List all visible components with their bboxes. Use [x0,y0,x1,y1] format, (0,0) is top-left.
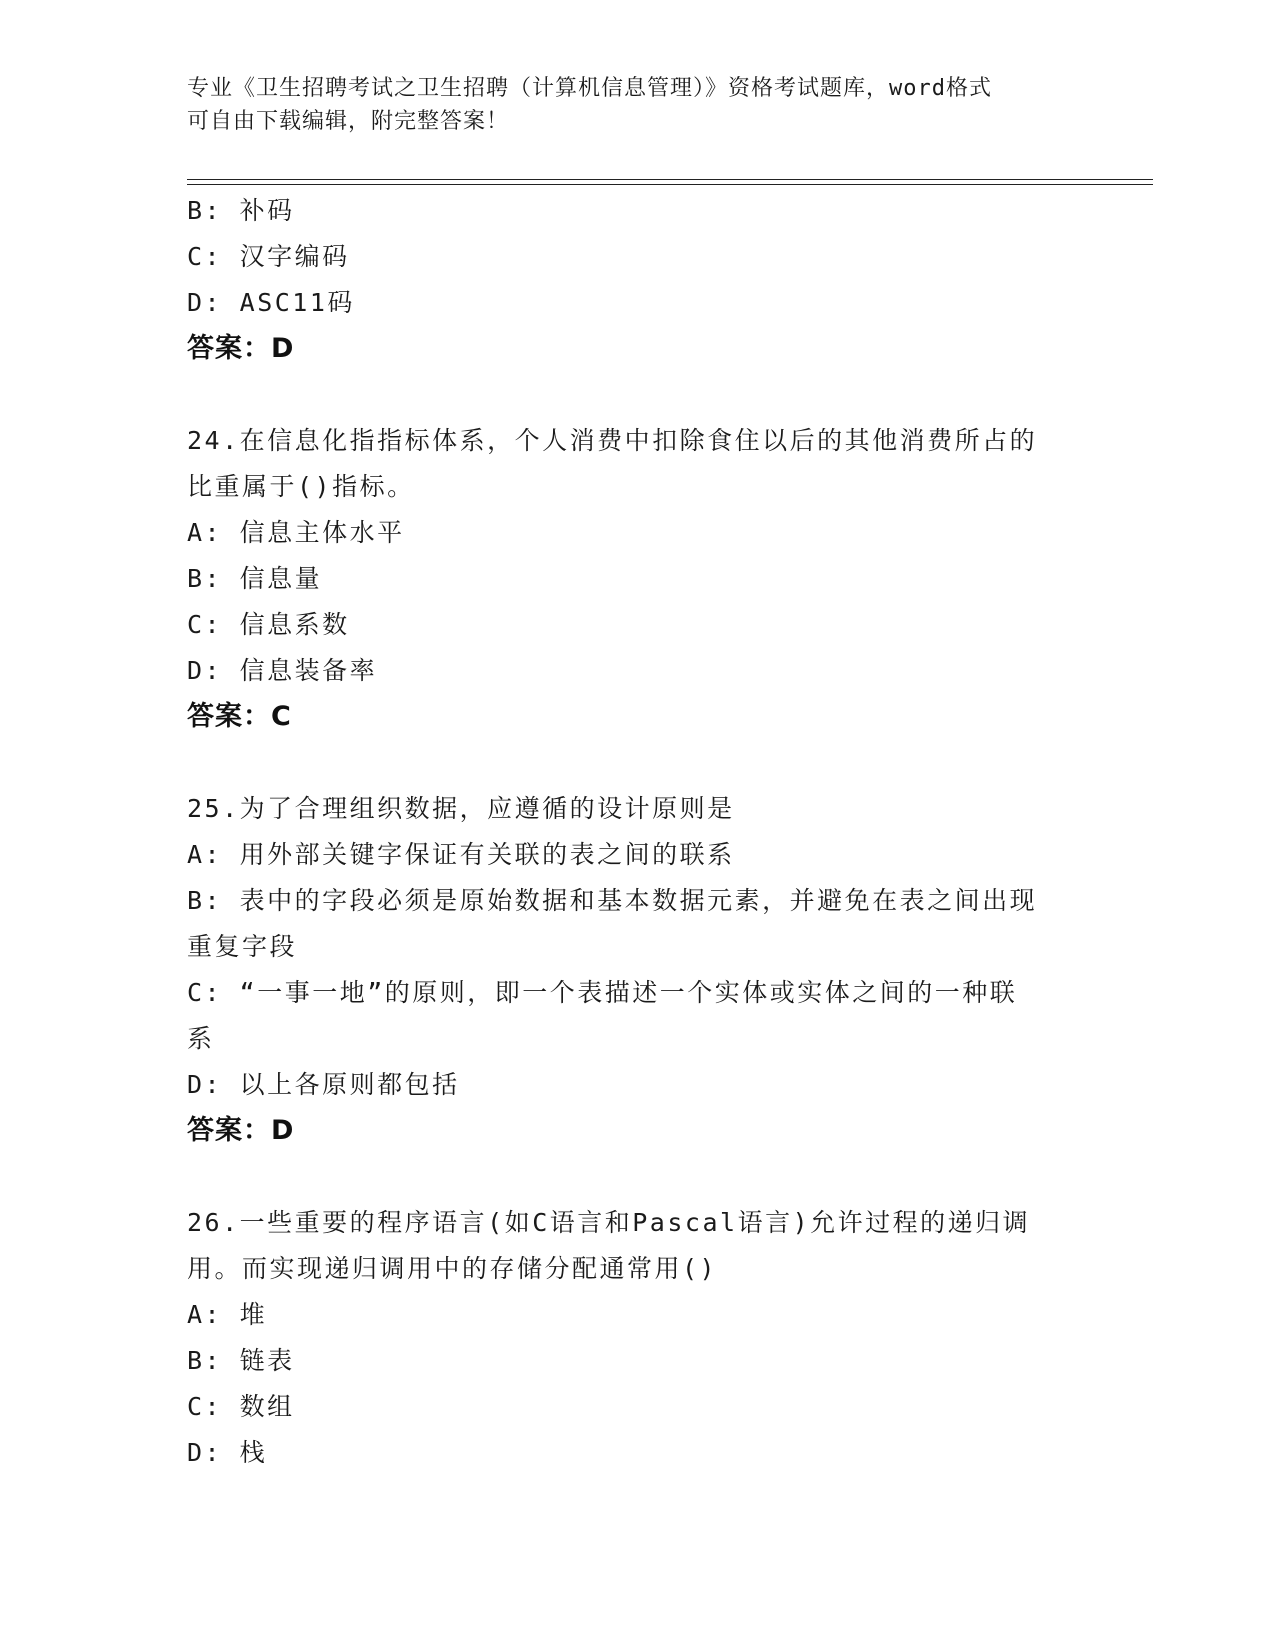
q25-option-c-line-2: 系 [187,1024,215,1053]
q25-answer: 答案：D [187,1115,295,1146]
q25-option-a: A: 用外部关键字保证有关联的表之间的联系 [187,840,735,869]
q26-stem-line-2: 用。而实现递归调用中的存储分配通常用() [187,1254,718,1283]
spacer [187,1154,1087,1200]
q23-option-c: C: 汉字编码 [187,242,350,271]
q25-stem-line-1: 25.为了合理组织数据，应遵循的设计原则是 [187,794,735,823]
q24-option-a: A: 信息主体水平 [187,518,405,547]
spacer [187,740,1087,786]
q24-option-c: C: 信息系数 [187,610,350,639]
q24-answer: 答案：C [187,701,292,732]
header-title-line-1: 专业《卫生招聘考试之卫生招聘（计算机信息管理）》资格考试题库，word格式 [187,76,992,101]
spacer [187,372,1087,418]
document-header [187,72,1067,138]
header-rule-bottom [187,184,1153,185]
question-26 [187,1200,1087,1476]
q26-option-c: C: 数组 [187,1392,295,1421]
header-title-line-2: 可自由下载编辑，附完整答案！ [187,109,510,134]
q25-option-d: D: 以上各原则都包括 [187,1070,460,1099]
question-25 [187,786,1087,1154]
q23-option-d: D: ASC11码 [187,288,355,317]
header-rule-top [187,179,1153,180]
q23-answer: 答案：D [187,333,295,364]
q26-option-a: A: 堆 [187,1300,268,1329]
question-24 [187,418,1087,740]
q26-option-b: B: 链表 [187,1346,295,1375]
q25-option-c-line-1: C: “一事一地”的原则，即一个表描述一个实体或实体之间的一种联 [187,978,1018,1007]
question-content [187,188,1087,1476]
q24-stem-line-1: 24.在信息化指指标体系，个人消费中扣除食住以后的其他消费所占的 [187,426,1038,455]
q24-stem-line-2: 比重属于()指标。 [187,472,415,501]
question-23 [187,188,1087,372]
q24-option-b: B: 信息量 [187,564,323,593]
q23-option-b: B: 补码 [187,196,295,225]
q26-option-d: D: 栈 [187,1438,268,1467]
q25-option-b-line-1: B: 表中的字段必须是原始数据和基本数据元素，并避免在表之间出现 [187,886,1038,915]
q26-stem-line-1: 26.一些重要的程序语言(如C语言和Pascal语言)允许过程的递归调 [187,1208,1031,1237]
q25-option-b-line-2: 重复字段 [187,932,298,961]
q24-option-d: D: 信息装备率 [187,656,378,685]
